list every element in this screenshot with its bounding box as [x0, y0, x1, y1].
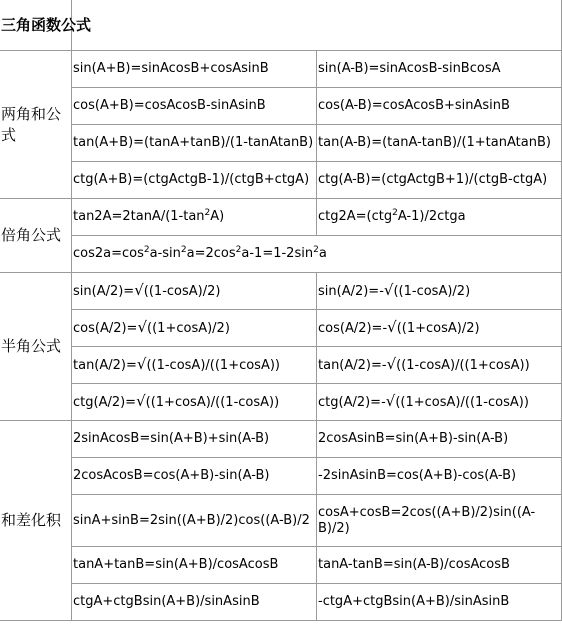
- section-label-sum-to-product: 和差化积: [0, 421, 72, 621]
- formula-cell: sin(A/2)=-√((1-cosA)/2): [317, 273, 562, 310]
- section-label-half-angle: 半角公式: [0, 273, 72, 421]
- formula-cell: cos(A/2)=-√((1+cosA)/2): [317, 310, 562, 347]
- radical-sign: √: [387, 318, 397, 336]
- formula-cell: -2sinAsinB=cos(A+B)-cos(A-B): [317, 458, 562, 495]
- radical-sign: √: [136, 355, 147, 373]
- title-filler-cell: [72, 0, 562, 51]
- formula-cell: tanA+tanB=sin(A+B)/cosAcosB: [72, 547, 317, 584]
- formula-cell: sin(A/2)=√((1-cosA)/2): [72, 273, 317, 310]
- formula-cell: cos(A/2)=√((1+cosA)/2): [72, 310, 317, 347]
- formula-cell-wide: $\cos 2a=\cos^2a-\sin^2a=2\cos^2a-1=1-2\sin^2a$: [72, 236, 562, 273]
- formula-cell: $\tan 2A=2\tan A/(1-\tan^2A)$: [72, 199, 317, 236]
- formula-cell: sin(A+B)=sinAcosB+cosAsinB: [72, 51, 317, 88]
- formula-cell: tan(A/2)=√((1-cosA)/((1+cosA)): [72, 347, 317, 384]
- formula-cell: ctg(A/2)=-√((1+cosA)/((1-cosA)): [317, 384, 562, 421]
- formula-cell: 2cosAsinB=sin(A+B)-sin(A-B): [317, 421, 562, 458]
- formula-cell: cosA+cosB=2cos((A+B)/2)sin((A-B)/2): [317, 495, 562, 547]
- formula-cell: tan(A+B)=(tanA+tanB)/(1-tanAtanB): [72, 125, 317, 162]
- formula-cell: ctg(A-B)=(ctgActgB+1)/(ctgB-ctgA): [317, 162, 562, 199]
- formula-cell: tan(A-B)=(tanA-tanB)/(1+tanAtanB): [317, 125, 562, 162]
- formula-cell: sin(A-B)=sinAcosB-sinBcosA: [317, 51, 562, 88]
- formula-cell: ctg(A/2)=√((1+cosA)/((1-cosA)): [72, 384, 317, 421]
- radical-sign: √: [385, 392, 396, 410]
- formula-cell: cos(A+B)=cosAcosB-sinAsinB: [72, 88, 317, 125]
- formula-cell: -ctgA+ctgBsin(A+B)/sinAsinB: [317, 584, 562, 621]
- radical-sign: √: [383, 281, 394, 299]
- radical-sign: √: [134, 281, 144, 299]
- radical-sign: √: [386, 355, 397, 373]
- formula-cell: sinA+sinB=2sin((A+B)/2)cos((A-B)/2: [72, 495, 317, 547]
- table-title: 三角函数公式: [0, 0, 72, 51]
- formula-cell: tan(A/2)=-√((1-cosA)/((1+cosA)): [317, 347, 562, 384]
- formula-cell: 2cosAcosB=cos(A+B)-sin(A-B): [72, 458, 317, 495]
- radical-sign: √: [136, 392, 146, 410]
- formula-cell: 2sinAcosB=sin(A+B)+sin(A-B): [72, 421, 317, 458]
- formula-cell: ctg2A=(ctg$^2$A-1)/2ctga: [317, 199, 562, 236]
- radical-sign: √: [137, 318, 148, 336]
- section-label-sum-angle: 两角和公式: [0, 51, 72, 199]
- formula-cell: ctgA+ctgBsin(A+B)/sinAsinB: [72, 584, 317, 621]
- formula-cell: cos(A-B)=cosAcosB+sinAsinB: [317, 88, 562, 125]
- formula-cell: ctg(A+B)=(ctgActgB-1)/(ctgB+ctgA): [72, 162, 317, 199]
- formula-cell: tanA-tanB=sin(A-B)/cosAcosB: [317, 547, 562, 584]
- section-label-double-angle: 倍角公式: [0, 199, 72, 273]
